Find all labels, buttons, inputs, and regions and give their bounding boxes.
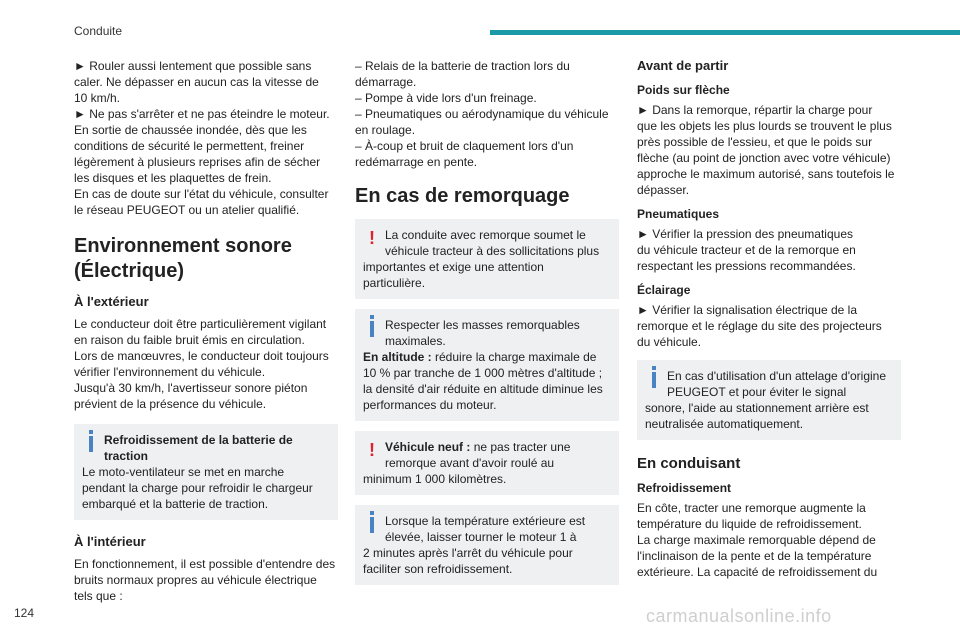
note-title: Refroidissement de la batterie de xyxy=(104,433,293,447)
text-line: l'inclinaison de la pente et de la température xyxy=(637,549,872,563)
text-line: dépasser. xyxy=(637,183,690,197)
info-icon-bar xyxy=(652,372,656,388)
text-line: remorque avant d'avoir roulé au xyxy=(385,456,555,470)
text-line: véhicule tracteur à des sollicitations plus xyxy=(385,244,600,258)
text-line: Respecter les masses remorquables xyxy=(385,318,580,332)
subheading-avant-de-partir: Avant de partir xyxy=(637,58,729,73)
heading-line: Environnement sonore xyxy=(74,235,292,257)
running-header: Conduite xyxy=(74,24,123,38)
text-line: ► Ne pas s'arrêter et ne pas éteindre le moteur. xyxy=(74,107,330,121)
warning-note-new-vehicle xyxy=(355,431,619,495)
text-line: ► Vérifier la signalisation électrique de la xyxy=(637,303,857,317)
subheading-eclairage: Éclairage xyxy=(637,283,691,297)
text-line: du véhicule tracteur et de la remorque en xyxy=(637,243,856,257)
subheading-en-conduisant: En conduisant xyxy=(637,455,741,472)
info-icon-bar xyxy=(89,436,93,452)
refroidissement-paragraph xyxy=(637,500,901,580)
text-line: caler. Ne dépasser en aucun cas la vitesse de xyxy=(74,75,319,89)
column-2 xyxy=(355,58,619,595)
text-line: importantes et exige une attention xyxy=(363,260,544,274)
text-line: particulière. xyxy=(363,276,426,290)
text-line: En cas de doute sur l'état du véhicule, consulter xyxy=(74,187,329,201)
text-line: flèche (au point de jonction avec votre véhicule) xyxy=(637,151,891,165)
text-line: La charge maximale remorquable dépend de xyxy=(637,533,876,547)
text-line: 10 km/h. xyxy=(74,91,121,105)
text-line: ► Dans la remorque, répartir la charge pour xyxy=(637,103,873,117)
info-icon xyxy=(370,511,374,515)
text-run: ne pas tracter une xyxy=(470,440,571,454)
text-line: La conduite avec remorque soumet le xyxy=(385,228,586,242)
note-title: traction xyxy=(104,449,149,463)
subheading-interieur: À l'intérieur xyxy=(74,534,146,549)
text-line: bruits normaux propres au véhicule électrique xyxy=(74,573,317,587)
subheading-refroidissement: Refroidissement xyxy=(637,481,732,495)
text-line: tels que : xyxy=(74,589,123,603)
text-line: température du liquide de refroidissement. xyxy=(637,517,862,531)
heading-line: (Électrique) xyxy=(74,260,185,282)
text-line: les disques et les plaquettes de frein. xyxy=(74,171,272,185)
text-line: sonore, l'aide au stationnement arrière est xyxy=(645,401,869,415)
text-line xyxy=(363,439,611,455)
poids-paragraph xyxy=(637,102,901,198)
text-line: conditions de sécurité le permettent, freiner xyxy=(74,139,305,153)
subheading-exterieur: À l'extérieur xyxy=(74,294,149,309)
text-line: En sortie de chaussée inondée, dès que les xyxy=(74,123,307,137)
text-line: minimum 1 000 kilomètres. xyxy=(363,472,507,486)
column-3 xyxy=(637,58,901,580)
text-line: neutralisée automatiquement. xyxy=(645,417,804,431)
subheading-poids: Poids sur flèche xyxy=(637,83,730,97)
text-line: légèrement à plusieurs reprises afin de sécher xyxy=(74,155,321,169)
info-note-attelage xyxy=(637,360,901,440)
info-icon xyxy=(89,430,93,434)
intro-paragraph xyxy=(74,58,338,218)
list-item: – Pompe à vide lors d'un freinage. xyxy=(355,91,537,105)
info-icon-bar xyxy=(370,321,374,337)
page-number: 124 xyxy=(14,606,35,620)
interieur-paragraph xyxy=(74,556,338,604)
text-line xyxy=(363,349,611,365)
text-line: respectant les pressions recommandées. xyxy=(637,259,856,273)
text-line: approche le maximum autorisé, sans toutefois le xyxy=(637,167,895,181)
text-line: En cas d'utilisation d'un attelage d'origine xyxy=(667,369,887,383)
exterieur-paragraph xyxy=(74,316,338,412)
bold-label: En altitude : xyxy=(363,350,432,364)
pneu-paragraph xyxy=(637,226,901,274)
text-line: en raison du faible bruit émis en circulation. xyxy=(74,333,305,347)
info-note-temperature xyxy=(355,505,619,585)
text-run: réduire la charge maximale de xyxy=(431,350,597,364)
text-line: vérifier l'environnement du véhicule. xyxy=(74,365,266,379)
text-line: Le conducteur doit être particulièrement vigilant xyxy=(74,317,327,331)
text-line: extérieure. La capacité de refroidissement du xyxy=(637,565,878,579)
noise-list xyxy=(355,58,619,170)
bold-label: Véhicule neuf : xyxy=(385,440,471,454)
text-line: Jusqu'à 30 km/h, l'avertisseur sonore piéton xyxy=(74,381,308,395)
info-icon-bar xyxy=(370,517,374,533)
text-line: pendant la charge pour refroidir le chargeur xyxy=(82,481,313,495)
list-item: en roulage. xyxy=(355,123,416,137)
text-line: du véhicule. xyxy=(637,335,702,349)
text-line: Lors de manœuvres, le conducteur doit toujours xyxy=(74,349,329,363)
text-line: ► Vérifier la pression des pneumatiques xyxy=(637,227,853,241)
watermark: carmanualsonline.info xyxy=(646,606,832,626)
text-line: 2 minutes après l'arrêt du véhicule pour xyxy=(363,546,573,560)
text-line: remorque et le réglage du site des projecteurs xyxy=(637,319,882,333)
warning-icon: ! xyxy=(369,228,375,248)
text-line: le réseau PEUGEOT ou un atelier qualifié. xyxy=(74,203,300,217)
warning-icon: ! xyxy=(369,440,375,460)
text-line: performances du moteur. xyxy=(363,398,497,412)
text-line: En fonctionnement, il est possible d'entendre des xyxy=(74,557,336,571)
info-note-masses xyxy=(355,309,619,421)
text-line: élevée, laisser tourner le moteur 1 à xyxy=(385,530,577,544)
list-item: redémarrage en pente. xyxy=(355,155,478,169)
info-note-battery-cooling xyxy=(74,424,338,520)
text-line: maximales. xyxy=(385,334,446,348)
text-line: que les objets les plus lourds se trouvent le plus xyxy=(637,119,892,133)
header-accent-bar xyxy=(490,30,960,35)
eclairage-paragraph xyxy=(637,302,901,350)
text-line: prévient de la présence du véhicule. xyxy=(74,397,267,411)
list-item: démarrage. xyxy=(355,75,417,89)
list-item: – À-coup et bruit de claquement lors d'un xyxy=(355,139,574,153)
text-line: ► Rouler aussi lentement que possible sans xyxy=(74,59,312,73)
text-line: PEUGEOT et pour éviter le signal xyxy=(667,385,847,399)
info-icon xyxy=(652,366,656,370)
section-heading-remorquage: En cas de remorquage xyxy=(355,185,570,207)
text-line: faciliter son refroidissement. xyxy=(363,562,513,576)
column-1 xyxy=(74,58,338,604)
warning-note-towing xyxy=(355,219,619,299)
text-line: En côte, tracter une remorque augmente la xyxy=(637,501,866,515)
text-line: Lorsque la température extérieure est xyxy=(385,514,586,528)
text-line: près possible de l'essieu, et que le poids sur xyxy=(637,135,873,149)
text-line: 10 % par tranche de 1 000 mètres d'altitude ; xyxy=(363,366,603,380)
section-heading-environnement xyxy=(74,234,338,284)
text-line: la densité d'air réduite en altitude diminue les xyxy=(363,382,603,396)
text-line: Le moto-ventilateur se met en marche xyxy=(82,465,285,479)
info-icon xyxy=(370,315,374,319)
list-item: – Relais de la batterie de traction lors du xyxy=(355,59,570,73)
subheading-pneumatiques: Pneumatiques xyxy=(637,207,720,221)
list-item: – Pneumatiques ou aérodynamique du véhicule xyxy=(355,107,609,121)
text-line: embarqué et la batterie de traction. xyxy=(82,497,269,511)
